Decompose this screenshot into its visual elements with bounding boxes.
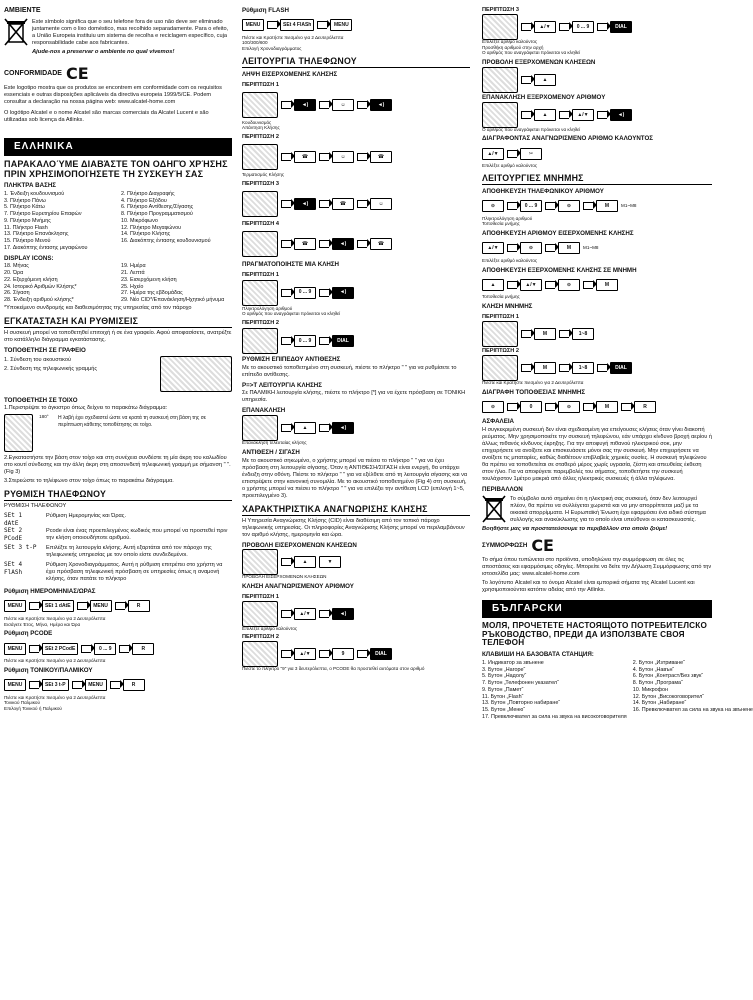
exit-key: R: [128, 600, 150, 612]
env-block-pt: [4, 18, 232, 56]
key-item: 17. Превключвател за сила на звука на високоговорителя: [482, 713, 627, 720]
crossed-bin-icon: [482, 495, 506, 523]
case-label: ΠΕΡΙΠΤΩΣΗ 4: [242, 220, 279, 227]
key-item: 7. Бутон „Телефонен указател“: [482, 680, 559, 687]
speaker-key: ◄): [294, 198, 316, 210]
tone-title: Ρύθμιση ΤΟΝΙΚΟΥ/ΠΑΛΜΙΚΟΥ: [4, 666, 93, 674]
wall-step3: 3.Στερεώστε το τηλέφωνο στον τοίχο όπως το παρακάτω διάγραμμα.: [4, 478, 174, 485]
handset-icon: ☎: [332, 198, 354, 210]
key-item: 11. Бутон „Flash“: [482, 693, 524, 700]
view-in-cap: ΠΡΟΒΟΛΗ ΕΙΣΕΡΧΟΜΕΝΩΝ ΚΛΗΣΕΩΝ: [242, 574, 327, 580]
setup-display: SEt 3 t-P: [4, 544, 37, 552]
display-item: 23. Εισερχόμενη κλήση: [121, 276, 177, 283]
updown-key: ▲/▼: [572, 109, 594, 121]
mem-title: ΛΕΙΤΟΥΡΓΙΕΣ ΜΝΗΜΗΣ: [482, 173, 712, 185]
program-key: ⊙: [520, 242, 542, 254]
key-item: 9. Πλήκτρο Μνήμης: [4, 217, 51, 224]
cid-title: ΧΑΡΑΚΤΗΡΙΣΤΙΚΑ ΑΝΑΓΝΩΡΙΣΗΣ ΚΛΗΣΗΣ: [242, 504, 470, 516]
handset-icon: ☎: [294, 151, 316, 163]
tone-display: SEt 3 t-P: [42, 679, 69, 691]
dial-key: DIAL: [332, 335, 354, 347]
digit-key: 9: [332, 648, 354, 660]
phone-illustration: [242, 549, 278, 575]
delete-flow: [482, 145, 712, 162]
speaker-key: ◄): [332, 422, 354, 434]
speaker-key: ◄): [370, 99, 392, 111]
delete-key: ✂: [520, 148, 542, 160]
cap-dispnum: Ο αριθμός που αναγράφεται πρόκειται να κληθεί: [242, 311, 341, 317]
conf-title-el: ΣΥΜΜΟΡΦΩΣΗ: [482, 541, 528, 549]
speaker-key: ◄): [332, 238, 354, 250]
mem-call-case-2-flow: [482, 357, 712, 379]
case-label: ΠΕΡΙΠΤΩΣΗ 2: [242, 634, 279, 641]
read-title-bg: МОЛЯ, ПРОЧЕТЕТЕ НАСТОЯЩОТО ПОТРЕБИТЕЛСКО РЪКОВОДСТВО, ПРЕДИ ДА ИЗПОЛЗВАТЕ СВОЯ ТЕЛЕФОН: [482, 621, 708, 648]
display-item: 26. Σίγαση: [4, 290, 30, 297]
wall-step1: 1.Περιστρέψτε το άγκιστρο όπως δείχνει το παρακάτω διάγραμμα:: [4, 405, 168, 412]
menu-key: MENU: [330, 19, 352, 31]
digit-key: 0: [520, 401, 542, 413]
flash-times: 100/300/600: [242, 40, 268, 46]
phone-ringing-illustration: [242, 144, 278, 170]
conf-title-pt: CONFORMIDADE: [4, 69, 62, 77]
date-cap: Εισάγετε Έτος, Μήνα, Ημέρα και Ώρα: [4, 621, 81, 627]
key-item: 17. Διακόπτης έντασης μεγαφώνου: [4, 244, 88, 251]
memory-key: M: [596, 401, 618, 413]
redial-cap: Επανάκληση τελευταίας κλήσης: [242, 440, 307, 446]
menu-key: MENU: [4, 600, 26, 612]
column-middle: [242, 4, 470, 672]
env-title-pt: AMBIENTE: [4, 7, 41, 14]
setup-desc: Ρύθμιση Χρονοδιαγράμματος. Αυτή η ρύθμιση επιτρέπει στο χρήστη να έχει πρόσβαση τηλεφωνική πρόσβαση σε υπηρεσίες όπως η αναμονή κλήσης, όταν πατάτε το πλήκτρο: [46, 562, 223, 583]
digit-key: 0 ... 9: [520, 200, 542, 212]
case-label: ΠΕΡΙΠΤΩΣΗ 2: [242, 134, 279, 141]
pcode-flow: [4, 640, 232, 657]
key-item: 16. Превключвател за сила на звука на звънене: [632, 707, 753, 714]
pt-text: Σε ΠΑΛΜΙΚΗ λειτουργία κλήσης, πιέστε το πλήκτρο [*] για να έχετε πρόσβαση σε ΤΟΝΙΚΗ υπηρεσία.: [242, 390, 466, 404]
keys-title-el: ΠΛΗΚΤΡΑ ΒΑΣΗΣ: [4, 182, 56, 190]
cap-pos: Τοποθεσία μνήμης: [482, 221, 520, 227]
key-item: 1. Ένδειξη κουδουνισμού: [4, 190, 65, 197]
redial-key: ▲: [482, 279, 504, 291]
down-key: ▼: [319, 556, 341, 568]
key-item: 14. Бутон „Набиране“: [632, 700, 687, 707]
setup-item: [4, 527, 232, 544]
conf-text-pt: Este logotipo mostra que os produtos se encontrem em conformidade com os requisitos essenciais e outras disposições aplicáveis da directiva europeia 1999/5/CE. Podem consultar a declaração na nossa página web: www.alcatel-home.com: [4, 84, 222, 105]
redial-out-flow: [482, 104, 712, 126]
pcode-title: Ρύθμιση PCODE: [4, 630, 53, 638]
key-item: 8. Πλήκτρο Προγραμματισμού: [121, 211, 193, 218]
setup-desc: Ρύθμιση Ημερομηνίας και Ώρας.: [46, 513, 127, 520]
key-item: 6. Πλήκτρο Αντίθεσης/Σίγασης: [121, 204, 194, 211]
phone-ringing-illustration: [242, 191, 278, 217]
view-out-title: ΠΡΟΒΟΛΗ ΕΞΕΡΧΟΜΕΝΩΝ ΚΛΗΣΕΩΝ: [482, 59, 596, 67]
up-key: ▲: [294, 556, 316, 568]
read-title-el: ΠΑΡΑΚΑΛΟΎΜΕ ΔΙΑΒΆΣΤΕ ΤΟΝ ΟΔΗΓΌ ΧΡΉΣΗΣ ΠΡΙΝ ΧΡΗΣΙΜΟΠΟΙΉΣΕΤΕ ΤΗ ΣΥΣΚΕΥΉ ΣΑΣ: [4, 159, 228, 179]
handset-icon: ☎: [294, 238, 316, 250]
env-block-el: [482, 495, 712, 526]
exit-key: R: [634, 401, 656, 413]
store-phone-title: ΑΠΟΘΗΚΕΥΣΗ ΤΗΛΕΦΩΝΙΚΟΥ ΑΡΙΘΜΟΥ: [482, 187, 604, 195]
pt-title: P=>T ΛΕΙΤΟΥΡΓΙΑ ΚΛΗΣΗΣ: [242, 381, 322, 389]
display-item: 27. Ημέρα της εβδομάδας: [121, 290, 183, 297]
tone-flow: [4, 677, 232, 694]
flash-flow: [242, 17, 470, 34]
speaker-key: ◄): [332, 287, 354, 299]
cap-select: Επιλέξτε αριθμό καλούντος: [482, 38, 538, 44]
call-caller-case-2-flow: [242, 643, 470, 665]
memory-key: M: [534, 328, 556, 340]
keys-title-bg: КЛАВИШИ НА БАЗОВАТА СТАНЦИЯ:: [482, 651, 594, 659]
cap-select: Επιλέξτε αριθμό καλούντος: [482, 257, 538, 263]
dial-key: DIAL: [370, 648, 392, 660]
column-left: [4, 4, 232, 712]
env-title-el: ΠΕΡΙΒΑΛΛΟΝ: [482, 485, 523, 493]
redial-key: ▲: [534, 74, 556, 86]
redial-flow: [242, 417, 470, 439]
env-slogan-pt: Ajude-nos a preservar o ambiente no qual vivemos!: [32, 48, 175, 55]
tone-cap: Επιλογή Τονικού ή Παλμικού: [4, 706, 62, 712]
logo-text-el: Το λογότυπο Alcatel και το όνομα Alcatel είναι εμπορικά σήματα της Alcatel Lucent και χρησιμοποιούνται κατόπιν αδείας από την Atlinks.: [482, 579, 695, 593]
wall-deg: 180°: [39, 414, 49, 420]
program-key: ⊙: [558, 279, 580, 291]
make-case-1-flow: [242, 281, 470, 305]
key-item: 5. Бутон „Надолу“: [482, 673, 527, 680]
key-item: 2. Πλήκτρο Διαγραφής: [121, 190, 175, 197]
program-key: ⊙: [482, 401, 504, 413]
setup-display: SEt 2 PCodE: [4, 527, 23, 542]
mem-call-title: ΚΛΗΣΗ ΜΝΗΜΗΣ: [482, 303, 533, 311]
store-in-title: ΑΠΟΘΗΚΕΥΣΗ ΑΡΙΘΜΟΥ ΕΙΣΕΡΧΟΜΕΝΗΣ ΚΛΗΣΗΣ: [482, 230, 634, 238]
dial-key: DIAL: [610, 21, 632, 33]
key-item: 4. Бутон „Навън“: [632, 666, 675, 673]
store-mem-flow: [482, 276, 712, 293]
memory-key: M: [596, 200, 618, 212]
setup-title: ΡΥΘΜΙΣΗ ΤΗΛΕΦΩΝΟΥ: [4, 489, 232, 501]
handset-icon: ☎: [370, 151, 392, 163]
menu-key: MENU: [4, 643, 26, 655]
case-label: ΠΕΡΙΠΤΩΣΗ 3: [482, 7, 519, 13]
key-item: 3. Πλήκτρο Πάνω: [4, 197, 46, 204]
flash-title: Ρύθμιση FLASH: [242, 7, 289, 14]
ce-mark-icon: CE: [65, 63, 89, 83]
display-icons-list: [4, 263, 232, 304]
program-key: ⊙: [558, 401, 580, 413]
case-label: ΠΕΡΙΠΤΩΣΗ 1: [242, 271, 279, 278]
mute-text: Με το ακουστικό σηκωμένο, ο χρήστης μπορεί να πιέσει το πλήκτρο " " για να έχει πρόσβαση στη λειτουργία σίγασης. Όταν η ΑΝΤΙΘΕΣΗ/ΣΙΓΑΣΗ είναι ενεργή, θα υπάρχει ένδειξη στην οθόνη. Πιέστε το πλήκτρο " " για να εξέλθετε από τη λειτουργία σίγασης και να επιστρέψετε στην κανονική συνομιλία. Με το ακουστικό τοποθετημένο (Fig 4) στη συσκευή, ο χρήστης μπορεί να πιέσει το πλήκτρο " " για να επιλέξει την αντίθεση LCD (επιλογή 1~5, προεπιλεγμένο 3).: [242, 457, 468, 499]
digit-key: 0 ... 9: [294, 287, 316, 299]
key-item: 12. Бутон „Високоговорител“: [632, 693, 705, 700]
handset-icon: ☎: [370, 238, 392, 250]
call-caller-title: ΚΛΗΣΗ ΑΝΑΓΝΩΡΙΣΜΕΝΟΥ ΑΡΙΘΜΟΥ: [242, 583, 354, 591]
exit-key: R: [132, 643, 154, 655]
crossed-bin-icon: [4, 18, 28, 46]
key-item: 8. Бутон „Програма“: [632, 680, 683, 687]
digit-key: 0 ... 9: [94, 643, 116, 655]
setup-display: SEt 4 FlASh: [4, 561, 23, 576]
phone-illustration: [482, 14, 518, 40]
cap-select: Επιλέξτε αριθμό καλούντος: [482, 163, 538, 169]
safety-text: Η συγκεκριμένη συσκευή δεν είναι σχεδιασμένη για επείγουσες κλήσεις όταν γίνει διακοπή ρεύματος. Μην χρησιμοποιείτε την συσκευή τηλεφώνου, εάν υπάρχει κίνδυνο βροχή αερίου ή άλλως πιθανός κίνδυνος έκρηξης. Για την αποφυγή πιθανού ηλεκτρικού σοκ, μην επιχειρήσετε να ανοίξετε και επισκευάσετε μόνοι σας την συσκευή. Μην επιχειρήσετε να ανοίξετε τις μπαταρίες, καθώς διαθέτουν επιβλαβείς χημικές ουσίες. Η συσκευή τηλεφώνου θα πρέπει να τοποθετείται σε σταθερό μέρος χωρίς υγρασία, ζέστη και απευθείας έκθεση στον ήλιο. Για να αποφύγετε παρεμβολές του σήματος, τοποθετήστε την συσκευή τουλάχιστον 1μέτρο μακριά από άλλες ηλεκτρικές συσκευές ή άλλα τηλέφωνα.: [482, 427, 712, 482]
digit-key: 1~8: [572, 362, 594, 374]
recv-case-2-flow: [242, 143, 470, 171]
case-label: ΠΕΡΙΠΤΩΣΗ 2: [242, 320, 279, 327]
key-item: 14. Πλήκτρο Κλήσης: [121, 231, 171, 238]
cap-hold: Πιέστε και Κρατήστε πιεσμένο για 2 Δευτερόλεπτα: [482, 379, 584, 385]
key-item: 1. Индикатор за звънене: [482, 659, 544, 666]
key-item: 7. Πλήκτρο Ευρετηρίου Επαφών: [4, 211, 82, 218]
flash-cap: Πιέστε και Κρατήστε πιεσμένο για 2 Δευτερόλεπτα: [242, 34, 344, 40]
menu-key: MENU: [90, 600, 112, 612]
call-caller-case-3-flow: [482, 16, 712, 38]
cap-end: Τερματισμός Κλήσης: [242, 172, 285, 178]
memory-key: M: [558, 242, 580, 254]
desk-step: 1. Σύνδεση του ακουστικού: [4, 356, 72, 363]
phone-illustration: [242, 328, 278, 354]
setup-item: [4, 512, 232, 527]
m18-label: M1~M8: [583, 245, 599, 251]
key-item: 16. Διακόπτης έντασης κουδουνισμού: [121, 238, 211, 245]
talk-icon: ☺: [332, 151, 354, 163]
keys-list-el: [4, 191, 232, 252]
cap-dispnum: Ο αριθμός που αναγράφεται πρόκειται να κληθεί: [482, 50, 581, 56]
key-item: 10. Микрофон: [632, 686, 668, 693]
menu-key: MENU: [242, 19, 264, 31]
key-item: 4. Πλήκτρο Εξόδου: [121, 197, 167, 204]
talk-icon: ☺: [370, 198, 392, 210]
digit-key: 0 ... 9: [294, 335, 316, 347]
desk-title: ΤΟΠΟΘΕΤΗΣΗ ΣΕ ΓΡΑΦΕΙΟ: [4, 346, 86, 354]
dial-key: DIAL: [610, 362, 632, 374]
cap-ring: Κουδουνισμός: [242, 119, 272, 125]
store-mem-title: ΑΠΟΘΗΚΕΥΣΗ ΕΞΕΡΧΟΜΕΝΗΣ ΚΛΗΣΗΣ ΣΕ ΜΝΗΜΗ: [482, 266, 637, 274]
flash-display: SEt 4 FlASh: [280, 19, 314, 31]
vol-text: Με το ακουστικό τοποθετημένο στη συσκευή, πιέστε το πλήκτρο " " για να ρυθμίσετε το επίπεδο αντίθεσης.: [242, 364, 457, 378]
case-label: ΠΕΡΙΠΤΩΣΗ 1: [482, 313, 519, 320]
menu-key: MENU: [4, 679, 26, 691]
speaker-key: ◄): [294, 99, 316, 111]
cap-dial: Πληκτρολόγηση αριθμού: [242, 305, 293, 311]
conf-text-el: Το σήμα όπου τυπώνεται στο προϊόντα, υποδηλώνει την συμμόρφωση σε όλες τις αποστάσεις και εφαρμόσιμες οδηγίες. Μπορείτε να δείτε την Δήλωση Συμμόρφωσης από την ιστοσελίδα μας: www.alcatel-home.com: [482, 556, 712, 577]
date-display: SEt 1 dAtE: [42, 600, 74, 612]
keys-list-bg: [482, 659, 753, 721]
key-item: 13. Бутон „Повторно набиране“: [482, 700, 561, 707]
memory-key: M: [534, 362, 556, 374]
desk-phone-illustration: [160, 356, 232, 392]
pcode-cap: Πιέστε και Κρατήστε πιεσμένο για 2 Δευτερόλεπτα: [4, 658, 106, 664]
updown-key: ▲/▼: [520, 279, 542, 291]
make-case-2-flow: [242, 329, 470, 353]
cap-press: Πιέστε το πλήκτρο "9" για 3 δευτερόλεπτα, ο PCODE θα προστεθεί αυτόματα στον αριθμό: [242, 666, 425, 672]
store-phone-flow: [482, 198, 712, 215]
cap-dial: Πληκτρολόγηση αριθμού: [482, 215, 533, 221]
wall-note: Η λαβή έχει σχεδιαστεί ώστε να κρατά τη συσκευή στη βάση της σε περίπτωση κάθετης τοποθέτησης σε τοίχο.: [57, 415, 207, 428]
setup-desc: Pcode είναι ένας προεπιλεγμένος κωδικός που μπορεί να προστεθεί πριν την κλήση οποιουδήποτε αριθμού.: [46, 528, 228, 542]
case-label: ΠΕΡΙΠΤΩΣΗ 1: [242, 593, 279, 600]
phone-illustration: [242, 280, 278, 306]
speaker-key: ◄): [332, 608, 354, 620]
desk-step: 2. Σύνδεση της τηλεφωνικής γραμμής: [4, 365, 98, 372]
display-item: 29. Νέο CID*/Επανάκληση/Ηχητικό μήνυμα: [121, 297, 225, 304]
phone-illustration: [482, 355, 518, 381]
env-text-pt: Este símbolo significa que o seu telefone fora de uso não deve ser eliminado juntamente com o lixo doméstico, mas recolhido separadamente. Para o efeito, a União Europeia instituiu um sistema de recolha e reciclagem específico, cuja responsabilidade cabe aos fabricantes.: [32, 18, 229, 46]
setup-display: SEt 1 dAtE: [4, 512, 23, 527]
program-key: ⊙: [482, 200, 504, 212]
redial-key: ▲: [294, 422, 316, 434]
display-note: *Υποκείμενο συνδρομής και διαθεσιμότητας της υπηρεσίας από τον πάροχο: [4, 304, 192, 311]
column-right: [482, 4, 753, 721]
date-cap: Πιέστε και Κρατήστε πιεσμένο για 2 Δευτερόλεπτα: [4, 615, 106, 621]
updown-key: ▲/▼: [294, 648, 316, 660]
date-title: Ρύθμιση ΗΜΕΡΟΜΗΝΙΑΣ/ΩΡΑΣ: [4, 588, 96, 596]
cap-dispnum: Ο αριθμός που αναγράφεται πρόκειται να κληθεί: [482, 126, 581, 132]
vol-title: ΡΥΘΜΙΣΗ ΕΠΙΠΕΔΟΥ ΑΝΤΙΘΕΣΗΣ: [242, 356, 341, 364]
wall-title: ΤΟΠΟΘΕΤΗΣΗ ΣΕ ΤΟΙΧΟ: [4, 396, 78, 404]
phone-ringing-illustration: [242, 231, 278, 257]
cap-select: Επιλέξτε αριθμό καλούντος: [242, 625, 298, 631]
updown-key: ▲/▼: [482, 148, 504, 160]
view-in-title: ΠΡΟΒΟΛΗ ΕΙΣΕΡΧΟΜΕΝΩΝ ΚΛΗΣΕΩΝ: [242, 541, 357, 549]
recv-title: ΛΗΨΗ ΕΙΣΕΡΧΟΜΕΝΗΣ ΚΛΗΣΗΣ: [242, 70, 338, 78]
display-item: 21. Λεπτά: [121, 270, 145, 277]
recv-case-1-flow: [242, 91, 470, 119]
setup-desc: Επιλέξτε τη λειτουργία κλήσης. Αυτή εξαρτάται από τον πάροχο της τηλεφωνικής υπηρεσίας με τον οποίο είστε συνδεδεμένοι.: [46, 545, 212, 559]
setup-item: [4, 561, 232, 585]
wall-step2: 2.Εγκαταστήστε την βάση στον τοίχο και στη συνέχεια συνδέστε τη μία άκρη του καλωδίου στο κουτί σύνδεσης και την άλλη άκρη στη αποσυνδετή τηλεφωνική γραμμή με σήμανση " ". (Fig 3): [4, 455, 231, 476]
key-item: 9. Бутон „Памет“: [482, 686, 524, 693]
phone-illustration: [242, 641, 278, 667]
case-label: ΠΕΡΙΠΤΩΣΗ 3: [242, 180, 279, 187]
hook-illustration: [4, 414, 33, 452]
phone-ringing-illustration: [242, 92, 278, 118]
store-in-flow: [482, 240, 712, 257]
display-item: 24. Ιστορικό Αριθμών Κλήσης*: [4, 283, 77, 290]
pcode-display: SEt 2 PCodE: [42, 643, 78, 655]
cap-prefix: Προσθήκη αριθμού στην αρχή: [482, 44, 544, 50]
view-out-flow: [482, 69, 712, 91]
ce-mark-icon: CE: [531, 535, 554, 555]
menu-key: MENU: [85, 679, 107, 691]
logo-text-pt: O logótipo Alcatel e o nome Alcatel são marcas comerciais da Alcatel Lucent e são utilizadas sob licença da Atlinks.: [4, 109, 209, 123]
redial-key: ▲: [534, 109, 556, 121]
speaker-key: ◄): [610, 109, 632, 121]
cid-text: Η Υπηρεσία Αναγνώρισης Κλήσης (CID) είναι διαθέσιμη από τον τοπικό πάροχο τηλεφωνικής υπηρεσίας. Οι πληροφορίες Αναγνώρισης Κλήσης μπορεί να περιλαμβάνουν τον αριθμό κλήσης, ημερομηνία και ώρα.: [242, 517, 465, 538]
flash-cap: Επιλογή Χρονοδιαγράμματος: [242, 46, 302, 52]
key-item: 2. Бутон „Изтриване“: [632, 659, 685, 666]
redial-title: ΕΠΑΝΑΚΛΗΣΗ: [242, 407, 286, 415]
install-text: Η συσκευή μπορεί να τοποθετηθεί επιτοιχή ή σε ένα γραφείο. Αφού αποφασίσετε, ανατρέξτε στο κατάλληλο διάγραμμα εγκατάστασης.: [4, 329, 232, 343]
tone-cap: Πιέστε και Κρατήστε πιεσμένο για 2 Δευτερόλεπτα: [4, 694, 106, 700]
cap-pos: Τοποθεσία μνήμης: [482, 294, 520, 300]
phone-illustration: [482, 102, 518, 128]
updown-key: ▲/▼: [482, 242, 504, 254]
key-item: 12. Πλήκτρο Μεγαφώνου: [121, 224, 182, 231]
display-item: 20. Ώρα: [4, 270, 24, 277]
display-item: 18. Μήνας: [4, 263, 29, 270]
display-item: 28. Ένδειξη αριθμού κλήσης*: [4, 297, 74, 304]
talk-icon: ☺: [332, 99, 354, 111]
func-title: ΛΕΙΤΟΥΡΓΙΑ ΤΗΛΕΦΩΝΟΥ: [242, 56, 470, 68]
exit-key: R: [123, 679, 145, 691]
display-item: 22. Εξερχόμενη κλήση: [4, 276, 58, 283]
updown-key: ▲/▼: [294, 608, 316, 620]
updown-key: ▲/▼: [534, 21, 556, 33]
delete-title: ΔΙΑΓΡΑΦΟΝΤΑΣ ΑΝΑΓΝΩΡΙΣΜΕΝΟ ΑΡΙΘΜΟ ΚΑΛΟΥΝΤΟΣ: [482, 135, 653, 143]
redial-out-title: ΕΠΑΝΑΚΛΗΣΗ ΕΞΕΡΧΟΜΕΝΟΥ ΑΡΙΘΜΟΥ: [482, 93, 606, 101]
env-text-el: Το σύμβολο αυτό σημαίνει ότι η ηλεκτρική σας συσκευή, όταν δεν λειτουργεί πλέον, θα πρέπει να συλλέγεται χωριστά και να μην απορρίπτεται μαζί με τα οικιακά απορρίμματα. Η Ευρωπαϊκή Ένωση έχει εφαρμόσει ένα ειδικό σύστημα συλλογής και ανακύκλωσης για το οποίο είναι υπεύθυνοι οι κατασκευαστές.: [510, 495, 706, 523]
key-item: 3. Бутон „Нагоре“: [482, 666, 526, 673]
key-item: 5. Πλήκτρο Κάτω: [4, 204, 45, 211]
call-caller-case-1-flow: [242, 603, 470, 625]
key-item: 15. Бутон „Меню“: [482, 707, 526, 714]
setup-sub: ΡΥΘΜΙΣΗ ΤΗΛΕΦΩΝΟΥ: [4, 503, 67, 510]
display-item: 25. Ηχείο: [121, 283, 144, 290]
cap-answer: Απάντηση Κλήσης: [242, 125, 280, 131]
recv-case-3-flow: [242, 190, 470, 218]
phone-illustration: [242, 415, 278, 441]
key-item: 13. Πλήκτρο Επανάκλησης: [4, 231, 69, 238]
display-title-el: DISPLAY ICONS:: [4, 254, 54, 262]
case-label: ΠΕΡΙΠΤΩΣΗ 2: [482, 347, 519, 354]
mute-title: ΑΝΤΙΘΕΣΗ / ΣΙΓΑΣΗ: [242, 448, 300, 456]
program-key: ⊙: [558, 200, 580, 212]
install-title: ΕΓΚΑΤΑΣΤΑΣΗ ΚΑΙ ΡΥΘΜΙΣΕΙΣ: [4, 316, 232, 328]
phone-illustration: [482, 67, 518, 93]
setup-item: [4, 544, 232, 561]
lang-header-bulgarian: БЪЛГАРСКИ: [482, 600, 712, 619]
make-title: ΠΡΑΓΜΑΤΟΠΟΙΗΣΤΕ ΜΙΑ ΚΛΗΣΗ: [242, 260, 340, 268]
key-item: 6. Бутон „Контраст/Без звук“: [632, 673, 704, 680]
view-in-flow: [242, 551, 470, 573]
digit-key: 1~8: [572, 328, 594, 340]
mem-call-case-1-flow: [482, 323, 712, 345]
lang-header-greek: ΕΛΛΗΝΙΚΑ: [4, 138, 232, 157]
key-item: 10. Μικρόφωνο: [121, 217, 158, 224]
tone-cap: Τονικού Παλμικού: [4, 700, 41, 706]
date-flow: [4, 598, 232, 615]
case-label: ΠΕΡΙΠΤΩΣΗ 1: [242, 81, 279, 88]
key-item: 11. Πλήκτρο Flash: [4, 224, 48, 231]
delete-mem-flow: [482, 398, 712, 415]
m18-label: M1~M8: [621, 203, 637, 209]
memory-key: M: [596, 279, 618, 291]
safety-title: ΑΣΦΑΛΕΙΑ: [482, 418, 515, 426]
phone-illustration: [482, 321, 518, 347]
env-slogan-el: Βοηθήστε μας να προστατεύσουμε το περιβάλλον στο οποίο ζούμε!: [482, 525, 668, 532]
digit-key: 0 ... 9: [572, 21, 594, 33]
delete-mem-title: ΔΙΑΓΡΑΦΗ ΤΟΠΟΘΕΣΙΑΣ ΜΝΗΜΗΣ: [482, 388, 586, 396]
phone-illustration: [242, 601, 278, 627]
key-item: 15. Πλήκτρο Μενού: [4, 238, 51, 245]
recv-case-4-flow: [242, 230, 470, 258]
display-item: 19. Ημέρα: [121, 263, 146, 270]
